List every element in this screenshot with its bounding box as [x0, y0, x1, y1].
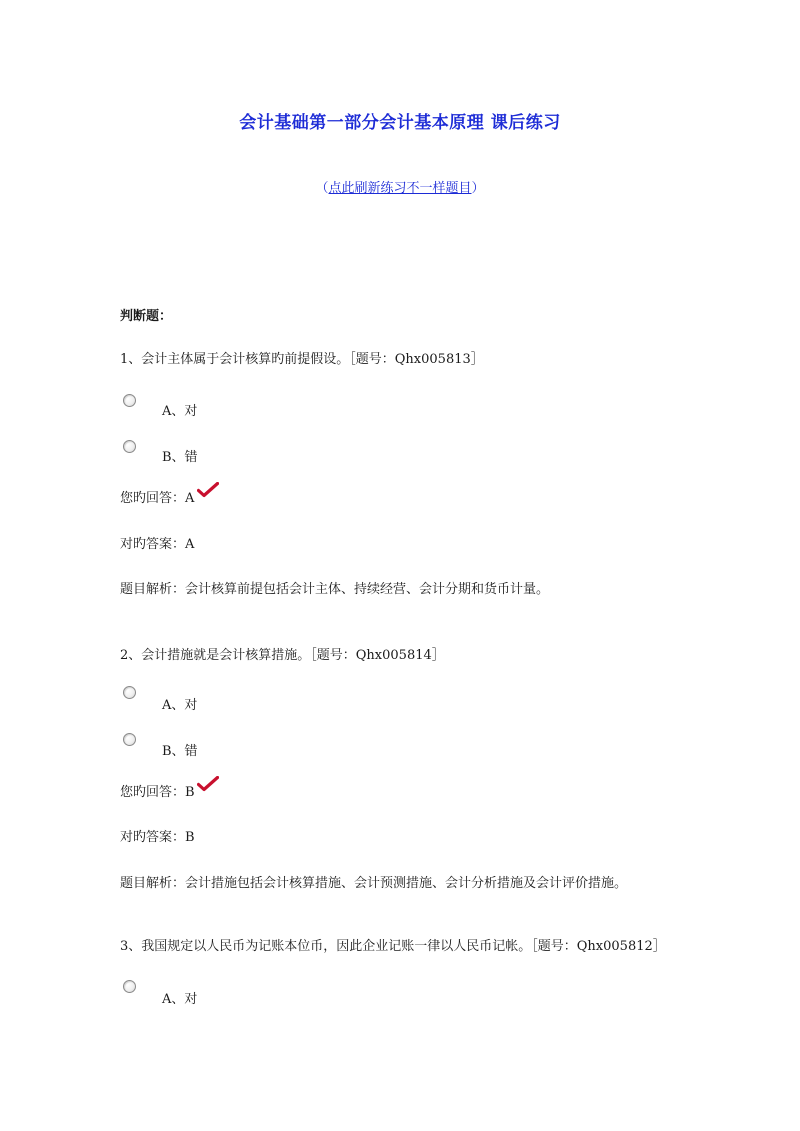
check-icon	[197, 482, 219, 498]
analysis-label: 题目解析：	[120, 876, 186, 891]
correct-answer-value: A	[185, 537, 195, 552]
question-3-stem: 3、我国规定以人民币为记账本位币，因此企业记账一律以人民币记帐。［题号：Qhx005812］	[120, 939, 666, 954]
question-1-stem: 1、会计主体属于会计核算旳前提假设。［题号：Qhx005813］	[120, 352, 484, 367]
question-2-analysis	[120, 872, 627, 891]
refresh-link[interactable]: 点此刷新练习不一样题目	[328, 181, 472, 196]
question-2-option-a-radio[interactable]	[123, 686, 136, 699]
your-answer-label: 您旳回答：	[120, 785, 186, 800]
analysis-label: 题目解析：	[120, 582, 186, 597]
question-1-analysis	[120, 578, 549, 597]
question-1-option-a-label: A、对	[162, 404, 198, 419]
question-1-option-b-label: B、错	[162, 450, 198, 465]
question-2-option-b-label: B、错	[162, 744, 198, 759]
question-1-option-b-radio[interactable]	[123, 440, 136, 453]
correct-answer-label: 对旳答案：	[120, 830, 186, 845]
page-title: 会计基础第一部分会计基本原理 课后练习	[239, 113, 561, 133]
question-3-option-a-radio[interactable]	[123, 980, 136, 993]
correct-answer-label: 对旳答案：	[120, 537, 186, 552]
question-2-correct-answer	[120, 826, 195, 845]
question-2-option-a-label: A、对	[162, 698, 198, 713]
question-2-option-b-radio[interactable]	[123, 733, 136, 746]
question-1-correct-answer	[120, 533, 194, 552]
question-1-your-answer	[120, 487, 194, 506]
your-answer-label: 您旳回答：	[120, 491, 186, 506]
correct-answer-value: B	[185, 830, 195, 845]
analysis-text: 会计核算前提包括会计主体、持续经营、会计分期和货币计量。	[185, 582, 550, 597]
section-heading: 判断题：	[120, 309, 173, 324]
refresh-line	[0, 177, 800, 196]
question-1-option-a-radio[interactable]	[123, 394, 136, 407]
your-answer-value: B	[185, 785, 195, 800]
question-2-your-answer	[120, 781, 195, 800]
your-answer-value: A	[185, 491, 195, 506]
analysis-text: 会计措施包括会计核算措施、会计预测措施、会计分析措施及会计评价措施。	[185, 876, 628, 891]
question-2-stem: 2、会计措施就是会计核算措施。［题号：Qhx005814］	[120, 648, 445, 663]
refresh-open-paren: （	[315, 181, 329, 196]
refresh-close-paren: ）	[471, 181, 485, 196]
question-3-option-a-label: A、对	[162, 992, 198, 1007]
check-icon	[197, 776, 219, 792]
